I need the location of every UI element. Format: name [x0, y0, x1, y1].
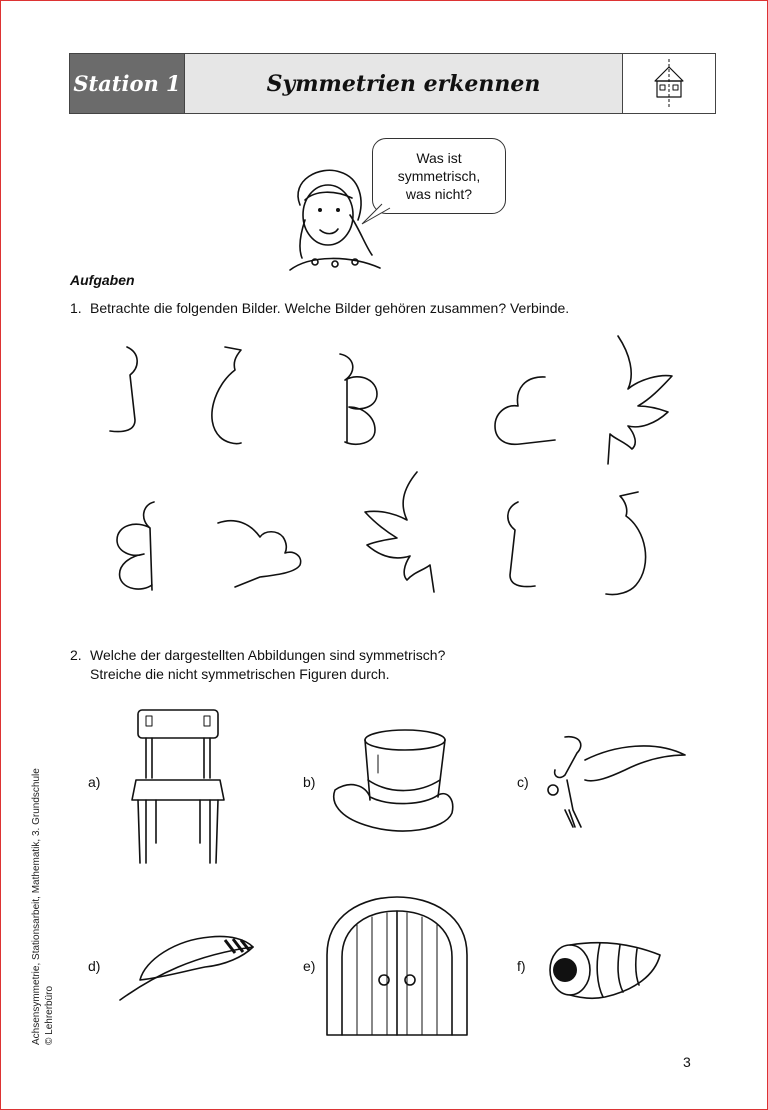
page-number: 3 [683, 1054, 691, 1070]
figure-c-label: c) [517, 774, 529, 790]
half-flower-shape-2 [112, 500, 162, 595]
task-2-line-2: Streiche die nicht symmetrischen Figuren durch. [90, 666, 390, 682]
half-cloud-shape [490, 374, 565, 449]
speech-bubble [372, 138, 506, 214]
half-bell-shape-2 [500, 500, 540, 600]
half-bell-shape [105, 345, 145, 440]
feather-icon[interactable] [115, 925, 260, 1005]
bubble-line-3: was nicht? [405, 186, 473, 202]
page-title: Symmetrien erkennen [184, 54, 623, 113]
figure-e-label: e) [303, 958, 316, 974]
task-1-text: Betrachte die folgenden Bilder. Welche Bilder gehören zusammen? Verbinde. [90, 300, 570, 316]
task-2-line-1: Welche der dargestellten Abbildungen sind symmetrisch? [90, 647, 446, 663]
chair-icon[interactable] [128, 708, 228, 868]
task-2 [70, 646, 445, 684]
figure-a-label: a) [88, 774, 101, 790]
task-1 [70, 299, 569, 318]
bubble-line-1: Was ist [416, 150, 462, 166]
half-flower-shape [335, 352, 390, 447]
figure-d-label: d) [88, 958, 101, 974]
top-hat-icon[interactable] [330, 725, 460, 845]
house-symmetry-icon [623, 54, 715, 113]
half-cloud-shape-2 [215, 515, 305, 590]
sidebar-line-1: Achsensymmetrie, Stationsarbeit, Mathematik, 3. Grundschule [31, 768, 42, 1045]
half-leaf-shape-2 [362, 470, 447, 595]
section-title: Aufgaben [70, 272, 135, 288]
figure-f-label: f) [517, 958, 526, 974]
bubble-line-2: symmetrisch, [397, 168, 481, 184]
half-vase-shape [205, 345, 250, 455]
shell-icon[interactable] [545, 935, 665, 1005]
figure-b-label: b) [303, 774, 316, 790]
half-vase-shape-2 [598, 490, 648, 605]
half-leaf-shape [600, 334, 680, 469]
sword-icon[interactable] [545, 735, 690, 830]
station-label: Station 1 [70, 54, 184, 113]
door-icon[interactable] [322, 895, 472, 1040]
sidebar-copyright [30, 768, 56, 1045]
task-1-number: 1. [70, 300, 82, 316]
girl-illustration-icon [280, 160, 390, 275]
sidebar-line-2: © Lehrerbüro [44, 985, 55, 1045]
header [69, 53, 716, 114]
task-2-number: 2. [70, 647, 82, 663]
